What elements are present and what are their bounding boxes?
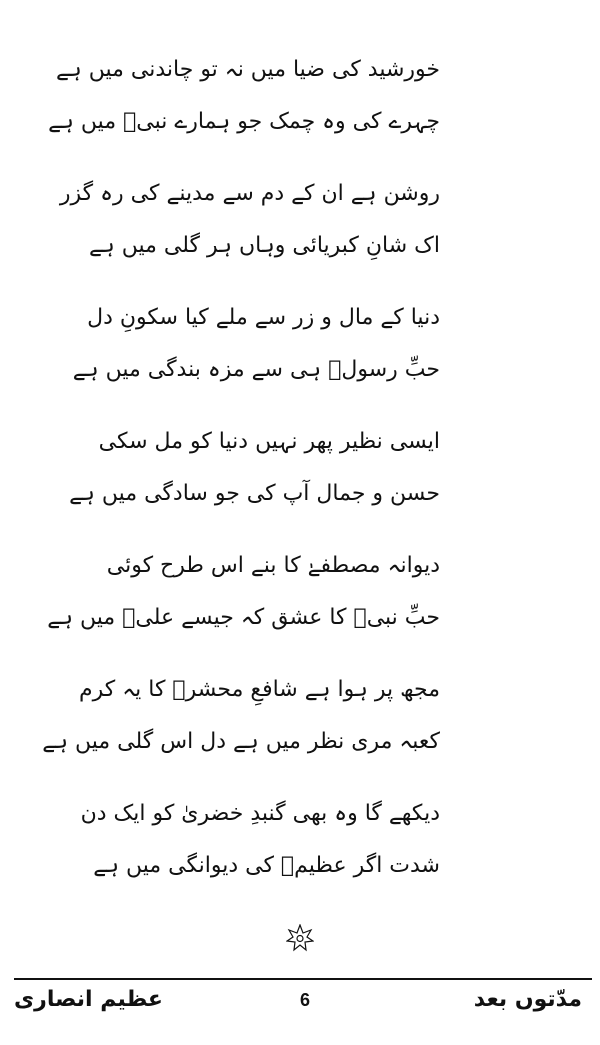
verse-line: شدت اگر عظیمؔ کی دیوانگی میں ہے [93,853,440,878]
author-name: عظیم انصاری [14,987,163,1012]
stanza-4 [69,416,440,520]
verse-line: حبِّ رسولؐ ہی سے مزہ بندگی میں ہے [72,357,440,382]
eight-point-star-icon [286,924,314,952]
verse-line: اک شانِ کبریائی وہاں ہر گلی میں ہے [88,233,440,258]
page-number: 6 [299,990,310,1010]
verse-line: دیوانہ مصطفےٰ کا بنے اس طرح کوئی [106,553,440,578]
verse-line: ایسی نظیر پھر نہیں دنیا کو مل سکی [98,429,440,454]
verse-line: چہرے کی وہ چمک جو ہمارے نبیؐ میں ہے [48,109,440,134]
verse-line: مجھ پر ہوا ہے شافعِ محشرؐ کا یہ کرم [79,677,440,702]
stanza-6 [42,664,440,768]
verse-line: روشن ہے ان کے دم سے مدینے کی رہ گزر [59,181,440,206]
verse-line: دنیا کے مال و زر سے ملے کیا سکونِ دل [87,305,440,330]
stanza-5 [47,540,440,644]
verse-line: حبِّ نبیؐ کا عشق کہ جیسے علیؓ میں ہے [47,605,440,630]
verse-line: کعبہ مری نظر میں ہے دل اس گلی میں ہے [42,729,440,754]
poem [42,44,440,912]
verse-line: خورشید کی ضیا میں نہ تو چاندنی میں ہے [55,57,440,82]
stanza-2 [59,168,440,272]
stanza-3 [72,292,440,396]
stanza-1 [48,44,440,148]
verse-line: حسن و جمال آپ کی جو سادگی میں ہے [69,481,440,506]
verse-line: دیکھے گا وہ بھی گنبدِ خضریٰ کو ایک دن [80,801,440,826]
footer-rule [14,978,592,980]
book-title: مدّتوں بعد [473,987,582,1012]
stanza-7 [80,788,440,892]
footer [0,985,600,1025]
